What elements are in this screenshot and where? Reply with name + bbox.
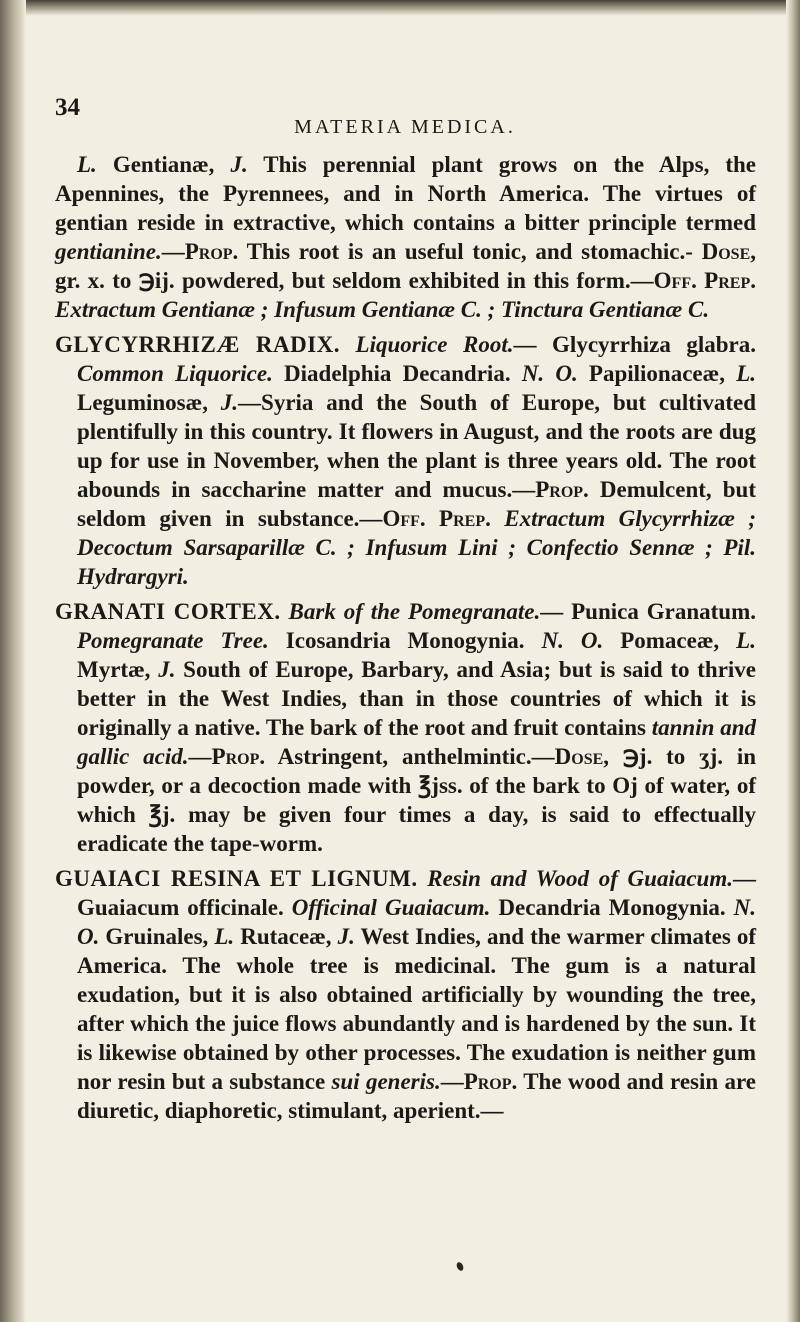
entry-headword: GUAIACI RESINA ET LIGNUM. <box>55 866 418 891</box>
text-span: Pomaceæ, <box>603 628 737 653</box>
label-prop: Prop. <box>535 477 589 502</box>
entry-gentianae <box>55 150 756 324</box>
label-off-prep: Off. Prep. <box>653 268 756 293</box>
text-span: — Punica Granatum. <box>540 599 756 624</box>
text-span <box>340 332 356 357</box>
text-span: —Guaiacum officinale. <box>77 866 756 920</box>
entry-english-name: Resin and Wood of Guaiacum. <box>427 866 733 891</box>
common-name: Pomegranate Tree. <box>77 628 269 653</box>
authority-jussieu: J. <box>158 657 176 682</box>
entry-headword: GRANATI CORTEX. <box>55 599 281 624</box>
text-span: —Syria and the South of Europe, but cultivated plentifully in this country. It flowers in August, and the roots are dug up for use in November, when the plant is three years old. The root abounds in saccharine matter and mucus.— <box>77 390 756 502</box>
preparations-list: Extractum Glycyrrhizæ ; Decoctum Sarsaparillæ C. ; Infusum Lini ; Confectio Sennæ ; Pil. Hydrargyri. <box>77 506 756 589</box>
text-span: ℈j. to ʒj. in powder, or a decoction made with ℥jss. of the bark to Oj of water, of which ℥j. may be given four times a day, is said to effectually eradicate the tape-worm. <box>77 744 756 856</box>
term-gentianine: gentianine. <box>55 239 162 264</box>
text-span: — <box>188 744 212 769</box>
page-body <box>55 150 756 1125</box>
text-span <box>418 866 428 891</box>
entry-guaiaci <box>55 864 756 1125</box>
label-prop: Prop. <box>463 1069 518 1094</box>
entry-english-name: Liquorice Root. <box>355 332 514 357</box>
common-name: Officinal Guaiacum. <box>291 895 491 920</box>
authority-linnaeus: L. <box>736 628 756 653</box>
text-span: This perennial plant grows on the Alps, the Apennines, the Pyrennees, and in North America. The virtues of gentian reside in extractive, which contains a bitter principle termed <box>55 152 757 235</box>
label-prop: Prop. <box>184 239 239 264</box>
text-span: Gentianæ, <box>96 152 231 177</box>
text-span: This root is an useful tonic, and stomachic.- <box>238 239 702 264</box>
text-span: — Glycyrrhiza glabra. <box>513 332 756 357</box>
text-span: — <box>440 1069 464 1094</box>
text-span: Icosandria Monogynia. <box>268 628 542 653</box>
text-span <box>281 599 289 624</box>
natural-order-abbrev: N. O. <box>77 895 757 949</box>
text-span: Diadelphia Decandria. <box>272 361 522 386</box>
text-span: Rutaceæ, <box>234 924 338 949</box>
label-off-prep: Off. Prep. <box>382 506 491 531</box>
text-span: Demulcent, but seldom given in substance.— <box>77 477 756 531</box>
page-edge-shadow <box>786 0 800 1322</box>
ink-blot <box>455 1261 464 1272</box>
book-binding-top <box>0 0 800 16</box>
entry-glycyrrhizae <box>55 330 756 591</box>
term-sui-generis: sui generis. <box>331 1069 441 1094</box>
text-span: West Indies, and the warmer climates of America. The whole tree is medicinal. The gum is a natural exudation, but it is also obtained artificially by wounding the tree, after which the juice flows abundantly and is hardened by the sun. It is likewise obtained by other processes. The exudation is neither gum nor resin but a substance <box>77 924 756 1094</box>
preparations-list: Extractum Gentianæ ; Infusum Gentianæ C. ; Tinctura Gentianæ C. <box>55 297 710 322</box>
authority-jussieu: J. <box>230 152 248 177</box>
common-name: Common Liquorice. <box>77 361 273 386</box>
page-number: 34 <box>55 94 80 121</box>
authority-jussieu: J. <box>337 924 355 949</box>
authority-jussieu: J. <box>220 390 239 415</box>
entry-headword: GLYCYRRHIZÆ RADIX. <box>55 332 341 357</box>
text-span <box>491 506 504 531</box>
text-span: — <box>161 239 185 264</box>
natural-order-abbrev: N. O. <box>541 628 604 653</box>
term-tannin: tannin and gallic acid. <box>77 715 756 769</box>
text-span: Myrtæ, <box>77 657 159 682</box>
running-head: MATERIA MEDICA. <box>294 116 516 138</box>
label-dose: Dose, <box>701 239 756 264</box>
authority-linnaeus: L. <box>736 361 756 386</box>
text-span: Decandria Monogynia. <box>490 895 734 920</box>
text-span: South of Europe, Barbary, and Asia; but is said to thrive better in the West Indies, than in those countries of which it is originally a native. The bark of the root and fruit contains <box>77 657 756 740</box>
text-span: Papilionaceæ, <box>577 361 737 386</box>
text-span: Gruinales, <box>99 924 215 949</box>
text-span: Astringent, anthelmintic.— <box>265 744 555 769</box>
entry-granati <box>55 597 756 858</box>
text-span: Leguminosæ, <box>77 390 221 415</box>
authority-linnaeus: L. <box>214 924 235 949</box>
authority-linnaeus: L. <box>77 152 97 177</box>
book-binding-gutter <box>0 0 26 1322</box>
natural-order-abbrev: N. O. <box>521 361 578 386</box>
label-prop: Prop. <box>211 744 266 769</box>
entry-english-name: Bark of the Pomegranate. <box>288 599 541 624</box>
label-dose: Dose, <box>554 744 610 769</box>
text-span: gr. x. to ℈ij. powdered, but seldom exhibited in this form.— <box>55 268 654 293</box>
text-span: The wood and resin are diuretic, diaphoretic, stimulant, aperient.— <box>77 1069 756 1123</box>
